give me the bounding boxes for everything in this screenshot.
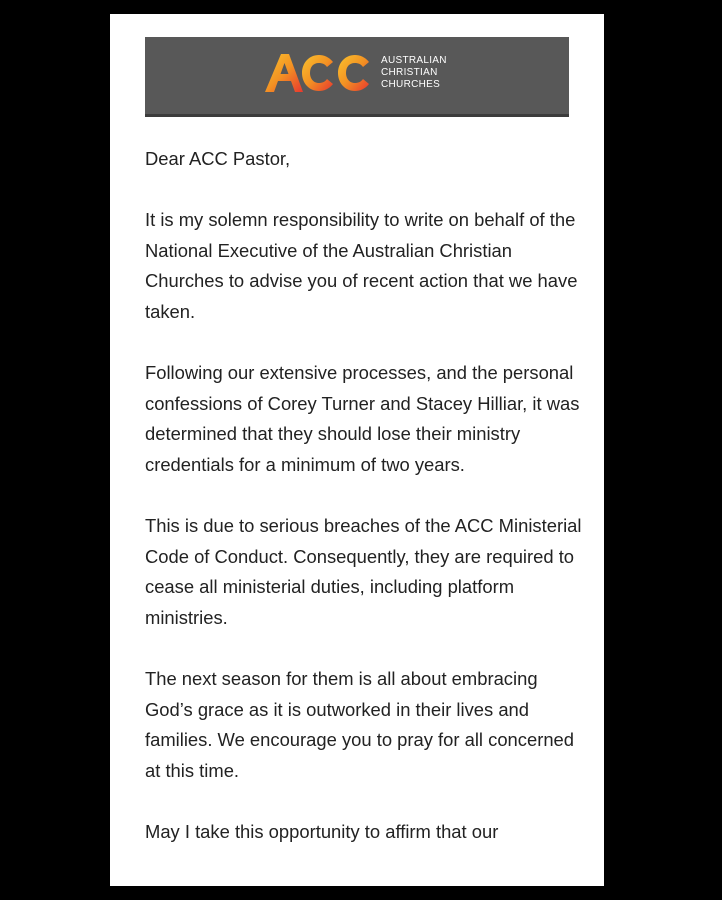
acc-header-banner	[145, 37, 569, 117]
letter-paragraph-4: The next season for them is all about embracing God’s grace as it is outworked in their lives and families. We encourage you to pray for all concerned at this time.	[145, 668, 575, 781]
logo-line-1: AUSTRALIAN	[381, 55, 447, 66]
letter-paragraph-1: It is my solemn responsibility to write on behalf of the National Executive of the Australian Christian Churches to advise you of recent action that we have taken.	[145, 209, 578, 322]
logo-letter-c1	[302, 55, 333, 91]
letter-body	[145, 144, 585, 878]
letter-paragraph-3: This is due to serious breaches of the ACC Ministerial Code of Conduct. Consequently, they are required to cease all ministerial duties, including platform ministries.	[145, 515, 582, 628]
email-page	[110, 14, 604, 886]
logo-line-2: CHRISTIAN	[381, 67, 438, 78]
logo-wordmark	[381, 55, 447, 91]
letter-paragraph-5: May I take this opportunity to affirm that our	[145, 821, 499, 843]
acc-logo-mark	[263, 50, 373, 96]
logo-letter-c2	[338, 55, 369, 91]
letter-greeting: Dear ACC Pastor,	[145, 148, 291, 169]
logo-letter-a	[265, 54, 303, 92]
letter-paragraph-2: Following our extensive processes, and the personal confessions of Corey Turner and Stacey Hilliar, it was determined that they should lose their ministry credentials for a minimum of two years.	[145, 362, 580, 475]
logo-line-3: CHURCHES	[381, 79, 441, 90]
acc-logo	[263, 49, 447, 97]
